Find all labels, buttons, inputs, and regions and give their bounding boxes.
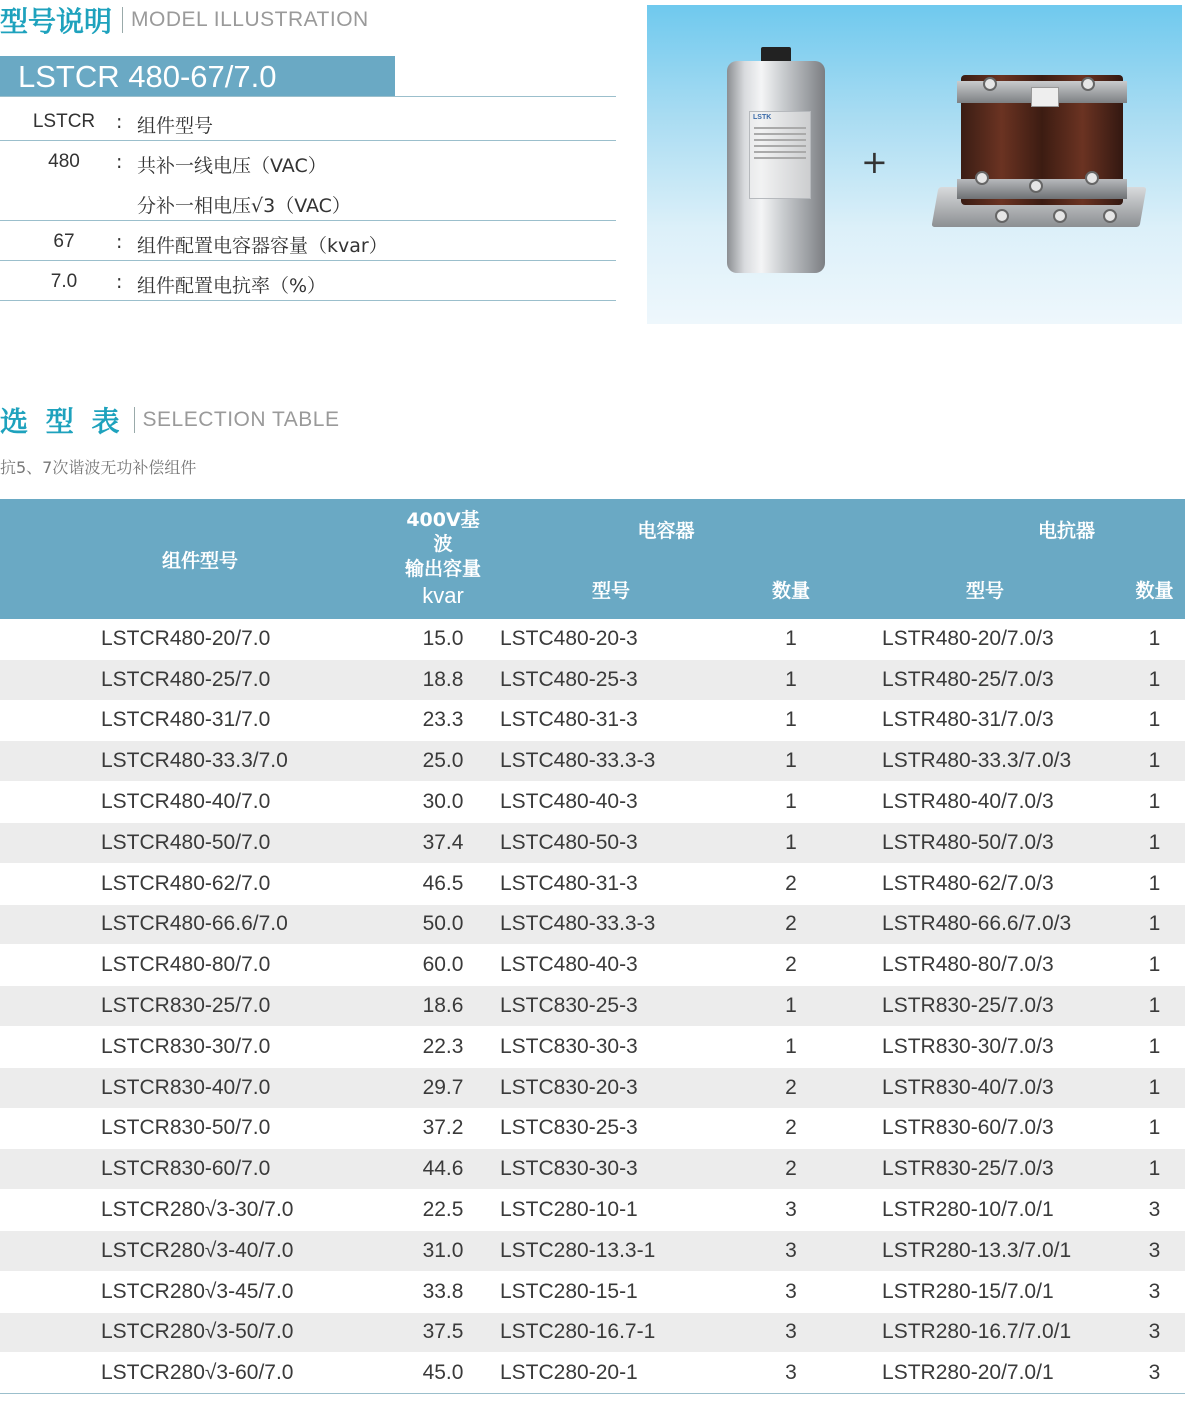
reactor-qty-cell: 3: [1124, 1230, 1185, 1271]
table-row: [0, 741, 1185, 782]
table-row: [0, 1271, 1185, 1312]
capacitor-label: [749, 111, 811, 199]
component-model-cell: LSTCR480-31/7.0: [0, 700, 400, 741]
output-header-line1: 400V基波: [406, 508, 480, 556]
model-code-part: 67: [53, 231, 75, 252]
component-model-cell: LSTCR830-50/7.0: [0, 1108, 400, 1149]
selection-table: [0, 499, 1185, 1394]
reactor-qty-cell: 1: [1124, 904, 1185, 945]
reactor-model-cell: LSTR830-60/7.0/3: [846, 1108, 1124, 1149]
model-code-banner: LSTCR 480-67/7.0: [0, 56, 395, 96]
product-photo: [647, 5, 1182, 324]
component-model-cell: LSTCR480-62/7.0: [0, 863, 400, 904]
table-row: [0, 1149, 1185, 1190]
output-kvar-cell: 23.3: [400, 700, 486, 741]
capacitor-model-cell: LSTC830-25-3: [486, 1108, 736, 1149]
selection-title-cn: 选 型 表: [0, 405, 124, 438]
reactor-qty-cell: 1: [1124, 741, 1185, 782]
table-row: [0, 1312, 1185, 1353]
capacitor-qty-cell: 1: [736, 659, 846, 700]
capacitor-model-cell: LSTC280-10-1: [486, 1190, 736, 1231]
component-model-cell: LSTCR280√3-30/7.0: [0, 1190, 400, 1231]
output-kvar-cell: 15.0: [400, 619, 486, 659]
reactor-qty-cell: 1: [1124, 822, 1185, 863]
model-colon: :: [116, 111, 123, 133]
output-kvar-cell: 29.7: [400, 1067, 486, 1108]
output-kvar-cell: 25.0: [400, 741, 486, 782]
model-code-description: 共补一线电压（VAC）: [137, 155, 327, 177]
col-header-reactor: 电抗器: [846, 499, 1185, 559]
capacitor-model-cell: LSTC480-31-3: [486, 863, 736, 904]
reactor-qty-cell: 1: [1124, 619, 1185, 659]
reactor-qty-cell: 3: [1124, 1271, 1185, 1312]
table-row: [0, 1067, 1185, 1108]
output-kvar-cell: 18.6: [400, 986, 486, 1027]
table-row: [0, 619, 1185, 659]
output-kvar-cell: 44.6: [400, 1149, 486, 1190]
reactor-model-cell: LSTR480-31/7.0/3: [846, 700, 1124, 741]
table-row: [0, 1026, 1185, 1067]
capacitor-qty-cell: 2: [736, 1149, 846, 1190]
output-kvar-cell: 46.5: [400, 863, 486, 904]
component-model-cell: LSTCR480-20/7.0: [0, 619, 400, 659]
model-breakdown-row: [0, 181, 616, 221]
reactor-qty-cell: 1: [1124, 945, 1185, 986]
capacitor-qty-cell: 1: [736, 741, 846, 782]
component-model-cell: LSTCR480-66.6/7.0: [0, 904, 400, 945]
table-row: [0, 700, 1185, 741]
reactor-model-cell: LSTR280-13.3/7.0/1: [846, 1230, 1124, 1271]
capacitor-qty-cell: 2: [736, 945, 846, 986]
output-kvar-cell: 22.3: [400, 1026, 486, 1067]
capacitor-model-cell: LSTC280-15-1: [486, 1271, 736, 1312]
reactor-model-cell: LSTR280-20/7.0/1: [846, 1353, 1124, 1394]
capacitor-qty-cell: 3: [736, 1190, 846, 1231]
capacitor-model-cell: LSTC480-40-3: [486, 782, 736, 823]
capacitor-model-cell: LSTC480-25-3: [486, 659, 736, 700]
model-breakdown-row: [0, 101, 616, 141]
reactor-qty-cell: 3: [1124, 1353, 1185, 1394]
capacitor-model-cell: LSTC480-50-3: [486, 822, 736, 863]
plus-sign: +: [861, 143, 888, 181]
capacitor-image: [727, 47, 825, 275]
capacitor-model-cell: LSTC480-40-3: [486, 945, 736, 986]
reactor-model-cell: LSTR480-50/7.0/3: [846, 822, 1124, 863]
capacitor-qty-cell: 3: [736, 1230, 846, 1271]
divider: [0, 300, 616, 301]
reactor-qty-cell: 1: [1124, 986, 1185, 1027]
table-row: [0, 1108, 1185, 1149]
reactor-model-cell: LSTR280-15/7.0/1: [846, 1271, 1124, 1312]
capacitor-qty-cell: 1: [736, 619, 846, 659]
col-header-reac-model: 型号: [846, 559, 1124, 619]
capacitor-model-cell: LSTC480-33.3-3: [486, 904, 736, 945]
model-title-en: MODEL ILLUSTRATION: [131, 8, 369, 31]
table-row: [0, 1190, 1185, 1231]
capacitor-model-cell: LSTC830-20-3: [486, 1067, 736, 1108]
component-model-cell: LSTCR280√3-60/7.0: [0, 1353, 400, 1394]
capacitor-qty-cell: 1: [736, 822, 846, 863]
reactor-qty-cell: 1: [1124, 700, 1185, 741]
capacitor-qty-cell: 2: [736, 863, 846, 904]
reactor-qty-cell: 1: [1124, 863, 1185, 904]
capacitor-qty-cell: 2: [736, 904, 846, 945]
reactor-model-cell: LSTR830-40/7.0/3: [846, 1067, 1124, 1108]
capacitor-brand: LSTK: [753, 114, 772, 121]
table-row: [0, 1230, 1185, 1271]
col-header-cap-qty: 数量: [736, 559, 846, 619]
output-header-unit: kvar: [422, 582, 464, 608]
output-header-line2: 输出容量: [404, 558, 481, 581]
selection-table-body: [0, 619, 1185, 1394]
output-kvar-cell: 31.0: [400, 1230, 486, 1271]
selection-section-title: [0, 400, 339, 440]
reactor-qty-cell: 1: [1124, 782, 1185, 823]
title-separator: [134, 407, 135, 433]
table-row: [0, 782, 1185, 823]
reactor-image: [935, 75, 1143, 250]
reactor-model-cell: LSTR480-33.3/7.0/3: [846, 741, 1124, 782]
reactor-model-cell: LSTR480-80/7.0/3: [846, 945, 1124, 986]
divider: [0, 96, 616, 97]
reactor-model-cell: LSTR830-25/7.0/3: [846, 1149, 1124, 1190]
component-model-cell: LSTCR280√3-40/7.0: [0, 1230, 400, 1271]
table-row: [0, 659, 1185, 700]
component-model-cell: LSTCR480-40/7.0: [0, 782, 400, 823]
reactor-qty-cell: 1: [1124, 1067, 1185, 1108]
capacitor-qty-cell: 1: [736, 986, 846, 1027]
component-model-cell: LSTCR480-33.3/7.0: [0, 741, 400, 782]
model-code-part: LSTCR: [32, 111, 96, 132]
component-model-cell: LSTCR830-30/7.0: [0, 1026, 400, 1067]
table-row: [0, 863, 1185, 904]
component-model-cell: LSTCR480-25/7.0: [0, 659, 400, 700]
reactor-model-cell: LSTR480-25/7.0/3: [846, 659, 1124, 700]
table-row: [0, 822, 1185, 863]
component-model-cell: LSTCR480-80/7.0: [0, 945, 400, 986]
reactor-qty-cell: 1: [1124, 1026, 1185, 1067]
reactor-qty-cell: 1: [1124, 659, 1185, 700]
reactor-model-cell: LSTR830-30/7.0/3: [846, 1026, 1124, 1067]
terminal-block: [1031, 87, 1059, 107]
component-model-cell: LSTCR280√3-50/7.0: [0, 1312, 400, 1353]
reactor-model-cell: LSTR280-10/7.0/1: [846, 1190, 1124, 1231]
model-code-description: 组件配置电抗率（%）: [137, 275, 327, 297]
output-kvar-cell: 45.0: [400, 1353, 486, 1394]
table-row: [0, 945, 1185, 986]
table-row: [0, 904, 1185, 945]
table-row: [0, 986, 1185, 1027]
capacitor-qty-cell: 3: [736, 1312, 846, 1353]
capacitor-qty-cell: 2: [736, 1108, 846, 1149]
capacitor-qty-cell: 1: [736, 1026, 846, 1067]
title-separator: [122, 7, 123, 33]
model-colon: :: [116, 271, 123, 293]
reactor-qty-cell: 1: [1124, 1149, 1185, 1190]
capacitor-qty-cell: 1: [736, 782, 846, 823]
model-title-cn: 型号说明: [0, 5, 113, 38]
capacitor-qty-cell: 3: [736, 1271, 846, 1312]
capacitor-model-cell: LSTC830-30-3: [486, 1149, 736, 1190]
output-kvar-cell: 37.2: [400, 1108, 486, 1149]
reactor-qty-cell: 3: [1124, 1312, 1185, 1353]
reactor-qty-cell: 3: [1124, 1190, 1185, 1231]
capacitor-model-cell: LSTC480-31-3: [486, 700, 736, 741]
reactor-model-cell: LSTR480-66.6/7.0/3: [846, 904, 1124, 945]
output-kvar-cell: 22.5: [400, 1190, 486, 1231]
output-kvar-cell: 37.5: [400, 1312, 486, 1353]
model-breakdown-row: [0, 141, 616, 181]
model-code-description: 组件型号: [137, 115, 214, 137]
capacitor-model-cell: LSTC480-20-3: [486, 619, 736, 659]
table-row: [0, 1353, 1185, 1394]
model-code-part: 480: [48, 151, 80, 172]
component-model-cell: LSTCR480-50/7.0: [0, 822, 400, 863]
capacitor-qty-cell: 3: [736, 1353, 846, 1394]
component-model-cell: LSTCR830-25/7.0: [0, 986, 400, 1027]
capacitor-model-cell: LSTC280-13.3-1: [486, 1230, 736, 1271]
output-kvar-cell: 30.0: [400, 782, 486, 823]
selection-subtitle: 抗5、7次谐波无功补偿组件: [0, 458, 197, 477]
col-header-output: [400, 499, 486, 619]
capacitor-model-cell: LSTC830-30-3: [486, 1026, 736, 1067]
reactor-model-cell: LSTR280-16.7/7.0/1: [846, 1312, 1124, 1353]
output-kvar-cell: 33.8: [400, 1271, 486, 1312]
model-code-description: 分补一相电压√3（VAC）: [137, 195, 351, 217]
output-kvar-cell: 60.0: [400, 945, 486, 986]
model-code-description: 组件配置电容器容量（kvar）: [137, 235, 388, 257]
output-kvar-cell: 50.0: [400, 904, 486, 945]
model-breakdown-row: [0, 261, 616, 301]
component-model-cell: LSTCR280√3-45/7.0: [0, 1271, 400, 1312]
model-colon: :: [116, 151, 123, 173]
capacitor-model-cell: LSTC280-20-1: [486, 1353, 736, 1394]
reactor-model-cell: LSTR830-25/7.0/3: [846, 986, 1124, 1027]
reactor-model-cell: LSTR480-20/7.0/3: [846, 619, 1124, 659]
capacitor-qty-cell: 1: [736, 700, 846, 741]
reactor-model-cell: LSTR480-40/7.0/3: [846, 782, 1124, 823]
col-header-cap-model: 型号: [486, 559, 736, 619]
output-kvar-cell: 37.4: [400, 822, 486, 863]
col-header-component-model: 组件型号: [0, 499, 400, 619]
capacitor-model-cell: LSTC830-25-3: [486, 986, 736, 1027]
selection-title-en: SELECTION TABLE: [142, 408, 340, 431]
col-header-reac-qty: 数量: [1124, 559, 1185, 619]
col-header-capacitor: 电容器: [486, 499, 846, 559]
output-kvar-cell: 18.8: [400, 659, 486, 700]
component-model-cell: LSTCR830-40/7.0: [0, 1067, 400, 1108]
capacitor-qty-cell: 2: [736, 1067, 846, 1108]
model-section-title: [0, 0, 369, 40]
reactor-model-cell: LSTR480-62/7.0/3: [846, 863, 1124, 904]
component-model-cell: LSTCR830-60/7.0: [0, 1149, 400, 1190]
model-code-part: 7.0: [50, 271, 78, 292]
capacitor-model-cell: LSTC280-16.7-1: [486, 1312, 736, 1353]
reactor-qty-cell: 1: [1124, 1108, 1185, 1149]
model-colon: :: [116, 231, 123, 253]
model-breakdown-row: [0, 221, 616, 261]
capacitor-model-cell: LSTC480-33.3-3: [486, 741, 736, 782]
